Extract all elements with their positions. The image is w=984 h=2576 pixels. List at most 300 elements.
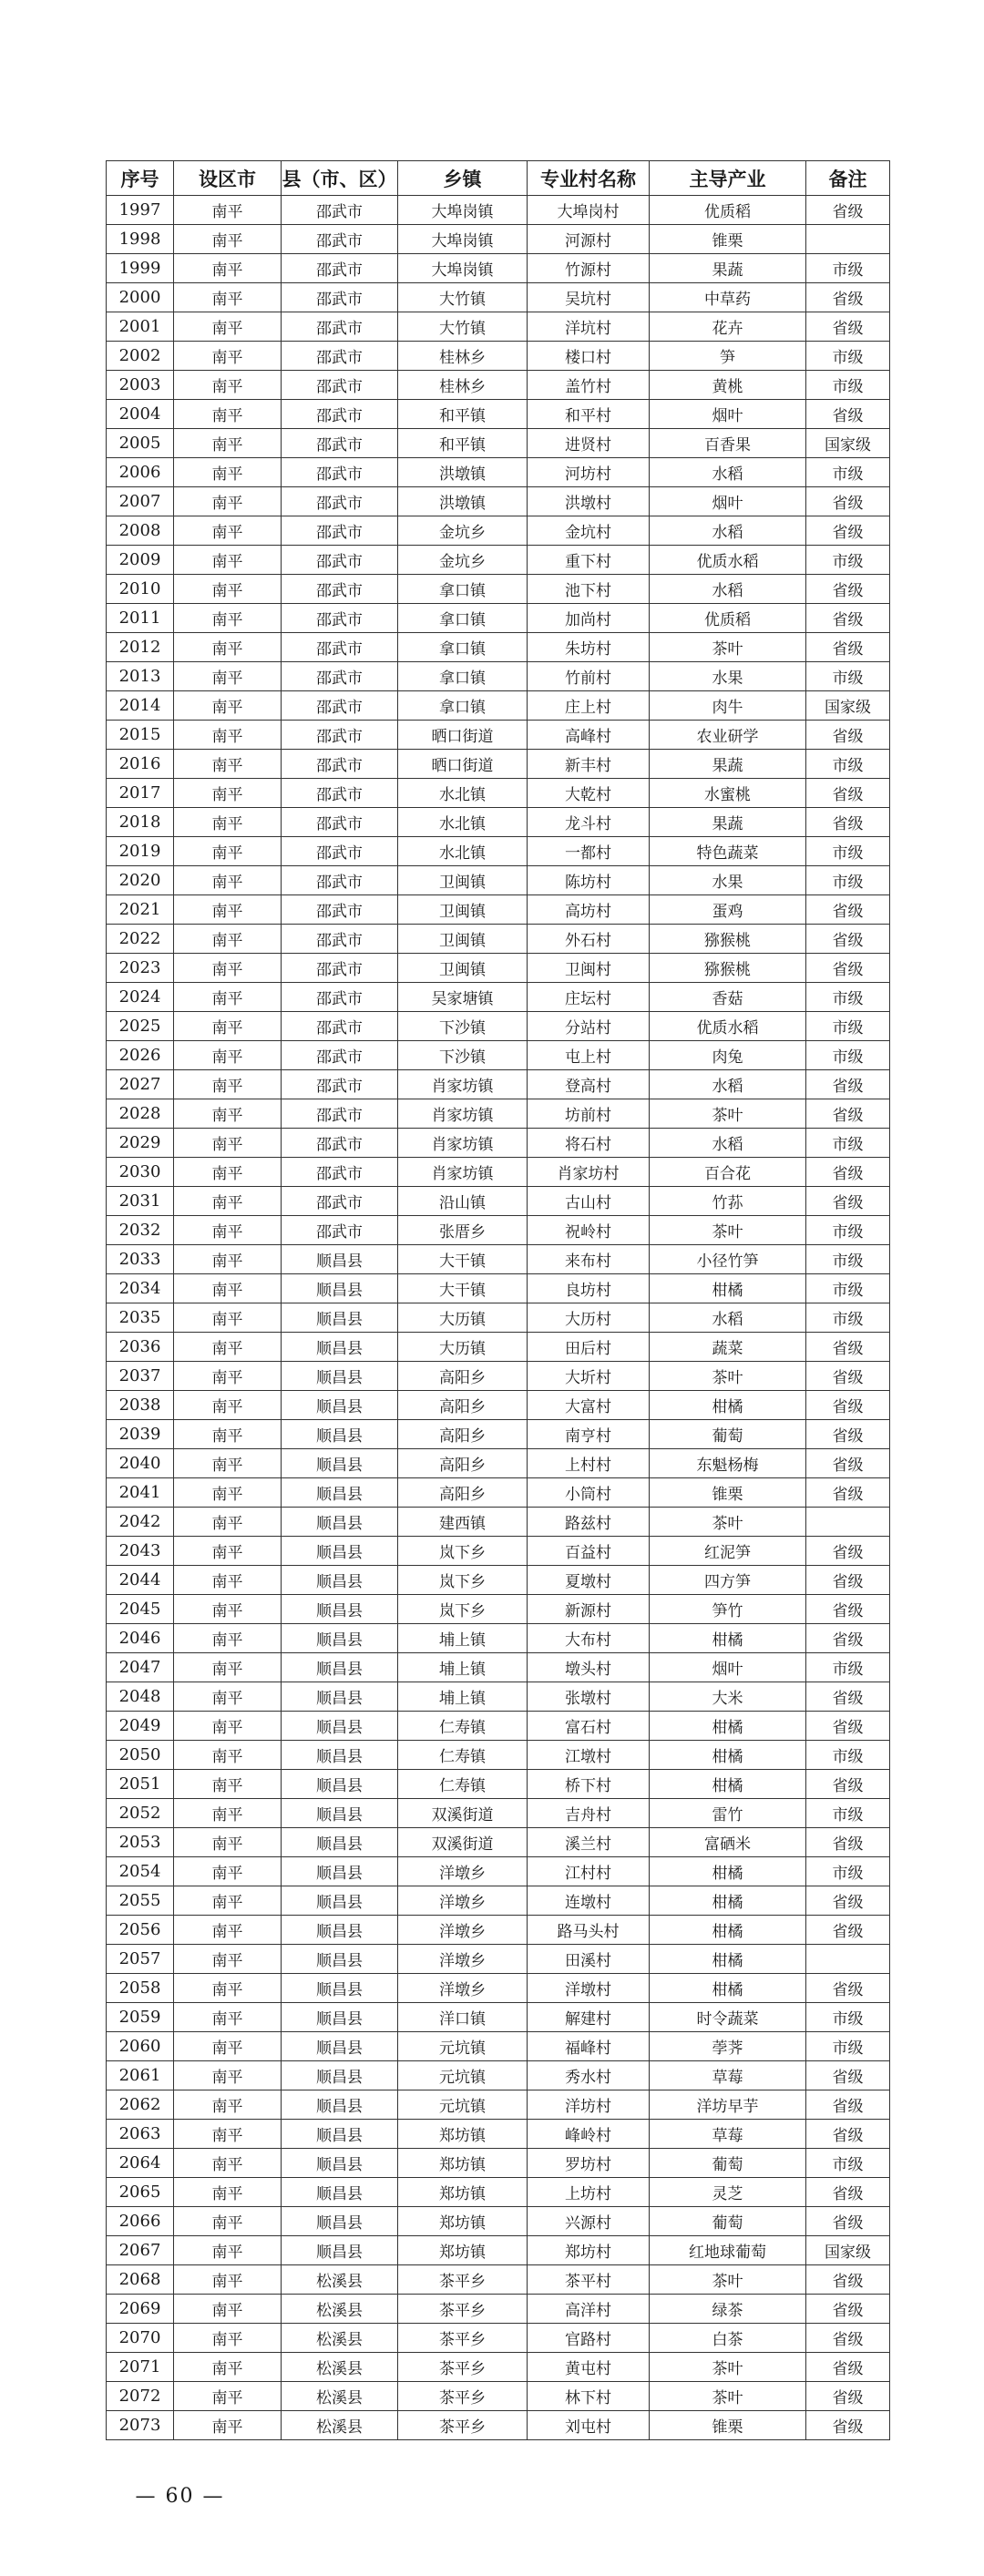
cell-industry: 竹荪 — [650, 1187, 806, 1216]
table-row — [107, 2324, 890, 2353]
cell-remark: 市级 — [806, 2149, 890, 2178]
cell-village: 新源村 — [528, 1595, 650, 1624]
table-row — [107, 808, 890, 837]
table-row — [107, 1741, 890, 1770]
cell-serial: 2039 — [107, 1420, 174, 1449]
cell-village: 路马头村 — [528, 1916, 650, 1945]
cell-serial: 2006 — [107, 458, 174, 487]
cell-county: 邵武市 — [282, 575, 398, 604]
cell-serial: 2005 — [107, 429, 174, 458]
cell-industry: 灵芝 — [650, 2178, 806, 2207]
cell-township: 沿山镇 — [398, 1187, 528, 1216]
cell-serial: 2031 — [107, 1187, 174, 1216]
table-row — [107, 1478, 890, 1508]
cell-village: 江墩村 — [528, 1741, 650, 1770]
cell-village: 官路村 — [528, 2324, 650, 2353]
cell-county: 顺昌县 — [282, 2032, 398, 2061]
cell-county: 邵武市 — [282, 1012, 398, 1041]
cell-remark: 市级 — [806, 2003, 890, 2032]
cell-remark: 市级 — [806, 750, 890, 779]
cell-village: 庄坛村 — [528, 983, 650, 1012]
table-row — [107, 633, 890, 662]
cell-village: 溪兰村 — [528, 1828, 650, 1857]
cell-county: 顺昌县 — [282, 1916, 398, 1945]
cell-county: 顺昌县 — [282, 2178, 398, 2207]
cell-city: 南平 — [174, 371, 282, 400]
cell-township: 吴家塘镇 — [398, 983, 528, 1012]
cell-township: 岚下乡 — [398, 1595, 528, 1624]
cell-village: 富石村 — [528, 1712, 650, 1741]
cell-city: 南平 — [174, 516, 282, 546]
cell-township: 肖家坊镇 — [398, 1070, 528, 1099]
cell-township: 晒口街道 — [398, 721, 528, 750]
cell-serial: 2042 — [107, 1508, 174, 1537]
cell-city: 南平 — [174, 1041, 282, 1070]
cell-industry: 柑橘 — [650, 1857, 806, 1886]
cell-city: 南平 — [174, 2149, 282, 2178]
cell-remark: 市级 — [806, 662, 890, 691]
cell-village: 小筒村 — [528, 1478, 650, 1508]
cell-county: 顺昌县 — [282, 1886, 398, 1916]
cell-city: 南平 — [174, 2324, 282, 2353]
table-row — [107, 1274, 890, 1303]
cell-serial: 2072 — [107, 2382, 174, 2411]
cell-city: 南平 — [174, 2120, 282, 2149]
table-row — [107, 1158, 890, 1187]
cell-village: 洋坊村 — [528, 2090, 650, 2120]
cell-township: 大竹镇 — [398, 283, 528, 312]
cell-county: 松溪县 — [282, 2411, 398, 2440]
cell-serial: 2036 — [107, 1333, 174, 1362]
cell-serial: 2050 — [107, 1741, 174, 1770]
cell-county: 顺昌县 — [282, 1799, 398, 1828]
cell-village: 秀水村 — [528, 2061, 650, 2090]
cell-township: 郑坊镇 — [398, 2207, 528, 2236]
cell-village: 兴源村 — [528, 2207, 650, 2236]
cell-industry: 茶叶 — [650, 1508, 806, 1537]
cell-city: 南平 — [174, 1187, 282, 1216]
cell-remark: 市级 — [806, 1129, 890, 1158]
cell-county: 顺昌县 — [282, 1449, 398, 1478]
cell-city: 南平 — [174, 1274, 282, 1303]
cell-remark: 国家级 — [806, 691, 890, 721]
cell-industry: 大米 — [650, 1682, 806, 1712]
cell-city: 南平 — [174, 2265, 282, 2295]
cell-township: 郑坊镇 — [398, 2178, 528, 2207]
cell-township: 元坑镇 — [398, 2061, 528, 2090]
table-row — [107, 1449, 890, 1478]
cell-township: 岚下乡 — [398, 1566, 528, 1595]
cell-township: 茶平乡 — [398, 2382, 528, 2411]
cell-serial: 2016 — [107, 750, 174, 779]
cell-city: 南平 — [174, 1741, 282, 1770]
cell-county: 顺昌县 — [282, 1420, 398, 1449]
cell-remark: 省级 — [806, 487, 890, 516]
header-county: 县（市、区） — [282, 161, 398, 196]
cell-city: 南平 — [174, 866, 282, 895]
cell-remark: 市级 — [806, 1216, 890, 1245]
cell-remark: 省级 — [806, 400, 890, 429]
cell-township: 洪墩镇 — [398, 458, 528, 487]
cell-industry: 果蔬 — [650, 808, 806, 837]
cell-remark: 省级 — [806, 1595, 890, 1624]
table-row — [107, 2353, 890, 2382]
cell-village: 坊前村 — [528, 1099, 650, 1129]
table-row — [107, 2382, 890, 2411]
cell-remark: 市级 — [806, 1303, 890, 1333]
cell-village: 肖家坊村 — [528, 1158, 650, 1187]
cell-remark: 省级 — [806, 925, 890, 954]
cell-serial: 2045 — [107, 1595, 174, 1624]
cell-remark — [806, 225, 890, 254]
cell-city: 南平 — [174, 1362, 282, 1391]
cell-village: 罗坊村 — [528, 2149, 650, 2178]
cell-county: 邵武市 — [282, 487, 398, 516]
cell-township: 和平镇 — [398, 429, 528, 458]
cell-remark: 省级 — [806, 2207, 890, 2236]
cell-industry: 烟叶 — [650, 400, 806, 429]
cell-county: 顺昌县 — [282, 1274, 398, 1303]
cell-industry: 柑橘 — [650, 1391, 806, 1420]
cell-township: 下沙镇 — [398, 1012, 528, 1041]
cell-industry: 猕猴桃 — [650, 925, 806, 954]
table-row — [107, 1770, 890, 1799]
cell-serial: 2060 — [107, 2032, 174, 2061]
table-row — [107, 458, 890, 487]
table-row — [107, 429, 890, 458]
table-row — [107, 2149, 890, 2178]
cell-remark — [806, 1508, 890, 1537]
cell-county: 邵武市 — [282, 895, 398, 925]
cell-serial: 2015 — [107, 721, 174, 750]
cell-serial: 2046 — [107, 1624, 174, 1653]
cell-township: 高阳乡 — [398, 1478, 528, 1508]
cell-village: 盖竹村 — [528, 371, 650, 400]
cell-city: 南平 — [174, 1216, 282, 1245]
cell-village: 连墩村 — [528, 1886, 650, 1916]
cell-serial: 2012 — [107, 633, 174, 662]
cell-city: 南平 — [174, 2090, 282, 2120]
cell-serial: 2026 — [107, 1041, 174, 1070]
cell-township: 埔上镇 — [398, 1653, 528, 1682]
cell-serial: 2053 — [107, 1828, 174, 1857]
header-village: 专业村名称 — [528, 161, 650, 196]
cell-serial: 2044 — [107, 1566, 174, 1595]
cell-township: 大干镇 — [398, 1274, 528, 1303]
cell-remark: 国家级 — [806, 2236, 890, 2265]
cell-industry: 中草药 — [650, 283, 806, 312]
cell-village: 将石村 — [528, 1129, 650, 1158]
cell-village: 庄上村 — [528, 691, 650, 721]
cell-village: 洋墩村 — [528, 1974, 650, 2003]
cell-county: 顺昌县 — [282, 1712, 398, 1741]
cell-county: 邵武市 — [282, 546, 398, 575]
cell-county: 邵武市 — [282, 1129, 398, 1158]
cell-township: 元坑镇 — [398, 2090, 528, 2120]
cell-village: 吴坑村 — [528, 283, 650, 312]
cell-county: 顺昌县 — [282, 1508, 398, 1537]
cell-township: 茶平乡 — [398, 2295, 528, 2324]
cell-village: 百益村 — [528, 1537, 650, 1566]
cell-city: 南平 — [174, 1828, 282, 1857]
cell-industry: 烟叶 — [650, 1653, 806, 1682]
table-header-row — [107, 161, 890, 196]
cell-city: 南平 — [174, 342, 282, 371]
cell-city: 南平 — [174, 312, 282, 342]
cell-city: 南平 — [174, 1303, 282, 1333]
cell-serial: 2022 — [107, 925, 174, 954]
cell-township: 水北镇 — [398, 837, 528, 866]
cell-county: 顺昌县 — [282, 1303, 398, 1333]
cell-serial: 2002 — [107, 342, 174, 371]
cell-county: 邵武市 — [282, 458, 398, 487]
cell-city: 南平 — [174, 1945, 282, 1974]
cell-village: 新丰村 — [528, 750, 650, 779]
cell-city: 南平 — [174, 691, 282, 721]
cell-industry: 茶叶 — [650, 1362, 806, 1391]
cell-serial: 2043 — [107, 1537, 174, 1566]
header-city: 设区市 — [174, 161, 282, 196]
cell-serial: 2021 — [107, 895, 174, 925]
cell-township: 水北镇 — [398, 808, 528, 837]
cell-village: 桥下村 — [528, 1770, 650, 1799]
cell-serial: 2027 — [107, 1070, 174, 1099]
cell-township: 郑坊镇 — [398, 2120, 528, 2149]
cell-serial: 2059 — [107, 2003, 174, 2032]
cell-industry: 小径竹笋 — [650, 1245, 806, 1274]
cell-industry: 雷竹 — [650, 1799, 806, 1828]
cell-serial: 2009 — [107, 546, 174, 575]
table-row — [107, 2032, 890, 2061]
cell-city: 南平 — [174, 1974, 282, 2003]
cell-county: 顺昌县 — [282, 1682, 398, 1712]
table-row — [107, 1682, 890, 1712]
cell-industry: 柑橘 — [650, 1886, 806, 1916]
cell-village: 大埠岗村 — [528, 196, 650, 225]
cell-township: 拿口镇 — [398, 691, 528, 721]
cell-serial: 2068 — [107, 2265, 174, 2295]
cell-county: 顺昌县 — [282, 2207, 398, 2236]
cell-remark: 市级 — [806, 2032, 890, 2061]
cell-township: 肖家坊镇 — [398, 1129, 528, 1158]
cell-city: 南平 — [174, 2295, 282, 2324]
cell-township: 拿口镇 — [398, 575, 528, 604]
cell-city: 南平 — [174, 2411, 282, 2440]
cell-industry: 茶叶 — [650, 2265, 806, 2295]
cell-village: 楼口村 — [528, 342, 650, 371]
cell-serial: 2064 — [107, 2149, 174, 2178]
cell-city: 南平 — [174, 1916, 282, 1945]
cell-serial: 2061 — [107, 2061, 174, 2090]
cell-industry: 水果 — [650, 866, 806, 895]
cell-industry: 葡萄 — [650, 2149, 806, 2178]
cell-village: 林下村 — [528, 2382, 650, 2411]
table-row — [107, 1508, 890, 1537]
cell-industry: 茶叶 — [650, 1099, 806, 1129]
cell-township: 大埠岗镇 — [398, 196, 528, 225]
cell-county: 邵武市 — [282, 1070, 398, 1099]
table-row — [107, 342, 890, 371]
page-number: — 60 — — [135, 2485, 225, 2508]
cell-industry: 柑橘 — [650, 1624, 806, 1653]
cell-city: 南平 — [174, 429, 282, 458]
cell-township: 仁寿镇 — [398, 1770, 528, 1799]
table-row — [107, 1916, 890, 1945]
cell-industry: 茶叶 — [650, 2353, 806, 2382]
cell-serial: 2003 — [107, 371, 174, 400]
cell-city: 南平 — [174, 750, 282, 779]
cell-village: 陈坊村 — [528, 866, 650, 895]
table-row — [107, 516, 890, 546]
cell-city: 南平 — [174, 983, 282, 1012]
cell-township: 高阳乡 — [398, 1449, 528, 1478]
cell-village: 峰岭村 — [528, 2120, 650, 2149]
cell-county: 邵武市 — [282, 1099, 398, 1129]
cell-county: 邵武市 — [282, 400, 398, 429]
cell-county: 邵武市 — [282, 342, 398, 371]
cell-industry: 柑橘 — [650, 1274, 806, 1303]
cell-serial: 2030 — [107, 1158, 174, 1187]
cell-industry: 蔬菜 — [650, 1333, 806, 1362]
cell-county: 顺昌县 — [282, 1537, 398, 1566]
cell-industry: 草莓 — [650, 2120, 806, 2149]
table-body — [107, 196, 890, 2440]
table-row — [107, 954, 890, 983]
cell-serial: 2024 — [107, 983, 174, 1012]
cell-city: 南平 — [174, 575, 282, 604]
cell-city: 南平 — [174, 662, 282, 691]
cell-remark: 市级 — [806, 546, 890, 575]
cell-village: 分站村 — [528, 1012, 650, 1041]
cell-city: 南平 — [174, 283, 282, 312]
cell-city: 南平 — [174, 254, 282, 283]
cell-village: 高峰村 — [528, 721, 650, 750]
cell-village: 路兹村 — [528, 1508, 650, 1537]
table-row — [107, 1828, 890, 1857]
cell-industry: 锥栗 — [650, 2411, 806, 2440]
table-row — [107, 1012, 890, 1041]
cell-county: 顺昌县 — [282, 2003, 398, 2032]
cell-city: 南平 — [174, 1391, 282, 1420]
cell-remark: 省级 — [806, 2353, 890, 2382]
cell-county: 顺昌县 — [282, 1828, 398, 1857]
cell-remark: 市级 — [806, 371, 890, 400]
cell-village: 茶平村 — [528, 2265, 650, 2295]
cell-remark: 省级 — [806, 2120, 890, 2149]
cell-city: 南平 — [174, 721, 282, 750]
cell-city: 南平 — [174, 2353, 282, 2382]
cell-village: 郑坊村 — [528, 2236, 650, 2265]
cell-county: 邵武市 — [282, 837, 398, 866]
cell-industry: 红地球葡萄 — [650, 2236, 806, 2265]
cell-industry: 水稻 — [650, 1129, 806, 1158]
cell-serial: 2035 — [107, 1303, 174, 1333]
cell-village: 外石村 — [528, 925, 650, 954]
cell-city: 南平 — [174, 1449, 282, 1478]
cell-village: 河源村 — [528, 225, 650, 254]
cell-serial: 2038 — [107, 1391, 174, 1420]
cell-county: 邵武市 — [282, 604, 398, 633]
cell-industry: 优质水稻 — [650, 1012, 806, 1041]
village-table-container — [106, 160, 889, 2440]
table-row — [107, 1129, 890, 1158]
table-row — [107, 1420, 890, 1449]
cell-remark: 市级 — [806, 1274, 890, 1303]
cell-industry: 红泥笋 — [650, 1537, 806, 1566]
cell-industry: 荸荠 — [650, 2032, 806, 2061]
cell-county: 邵武市 — [282, 721, 398, 750]
cell-remark: 省级 — [806, 2295, 890, 2324]
cell-remark: 省级 — [806, 895, 890, 925]
cell-industry: 百香果 — [650, 429, 806, 458]
cell-village: 大历村 — [528, 1303, 650, 1333]
cell-remark: 省级 — [806, 1974, 890, 2003]
cell-serial: 2017 — [107, 779, 174, 808]
cell-county: 顺昌县 — [282, 2061, 398, 2090]
table-row — [107, 2120, 890, 2149]
cell-city: 南平 — [174, 458, 282, 487]
cell-remark: 市级 — [806, 1653, 890, 1682]
cell-industry: 茶叶 — [650, 633, 806, 662]
cell-township: 郑坊镇 — [398, 2149, 528, 2178]
cell-city: 南平 — [174, 1624, 282, 1653]
cell-township: 郑坊镇 — [398, 2236, 528, 2265]
cell-county: 邵武市 — [282, 254, 398, 283]
cell-township: 卫闽镇 — [398, 954, 528, 983]
header-township: 乡镇 — [398, 161, 528, 196]
table-row — [107, 487, 890, 516]
cell-village: 高洋村 — [528, 2295, 650, 2324]
cell-township: 茶平乡 — [398, 2324, 528, 2353]
cell-industry: 柑橘 — [650, 1712, 806, 1741]
cell-township: 茶平乡 — [398, 2353, 528, 2382]
cell-serial: 2020 — [107, 866, 174, 895]
cell-township: 大历镇 — [398, 1333, 528, 1362]
cell-city: 南平 — [174, 954, 282, 983]
cell-industry: 果蔬 — [650, 254, 806, 283]
cell-county: 松溪县 — [282, 2382, 398, 2411]
cell-city: 南平 — [174, 895, 282, 925]
cell-township: 茶平乡 — [398, 2265, 528, 2295]
cell-village: 登高村 — [528, 1070, 650, 1099]
cell-remark: 国家级 — [806, 429, 890, 458]
cell-city: 南平 — [174, 1595, 282, 1624]
cell-city: 南平 — [174, 1099, 282, 1129]
cell-city: 南平 — [174, 1508, 282, 1537]
cell-village: 大乾村 — [528, 779, 650, 808]
cell-remark: 省级 — [806, 1362, 890, 1391]
cell-county: 邵武市 — [282, 196, 398, 225]
cell-village: 夏墩村 — [528, 1566, 650, 1595]
cell-remark — [806, 1945, 890, 1974]
cell-county: 顺昌县 — [282, 1566, 398, 1595]
cell-village: 进贤村 — [528, 429, 650, 458]
table-row — [107, 1945, 890, 1974]
cell-village: 福峰村 — [528, 2032, 650, 2061]
cell-serial: 2055 — [107, 1886, 174, 1916]
cell-county: 顺昌县 — [282, 1974, 398, 2003]
cell-serial: 2004 — [107, 400, 174, 429]
cell-serial: 1998 — [107, 225, 174, 254]
cell-village: 上坊村 — [528, 2178, 650, 2207]
cell-remark: 市级 — [806, 1041, 890, 1070]
cell-remark: 省级 — [806, 1886, 890, 1916]
cell-village: 古山村 — [528, 1187, 650, 1216]
cell-city: 南平 — [174, 1712, 282, 1741]
table-row — [107, 1799, 890, 1828]
cell-village: 墩头村 — [528, 1653, 650, 1682]
cell-county: 顺昌县 — [282, 1741, 398, 1770]
